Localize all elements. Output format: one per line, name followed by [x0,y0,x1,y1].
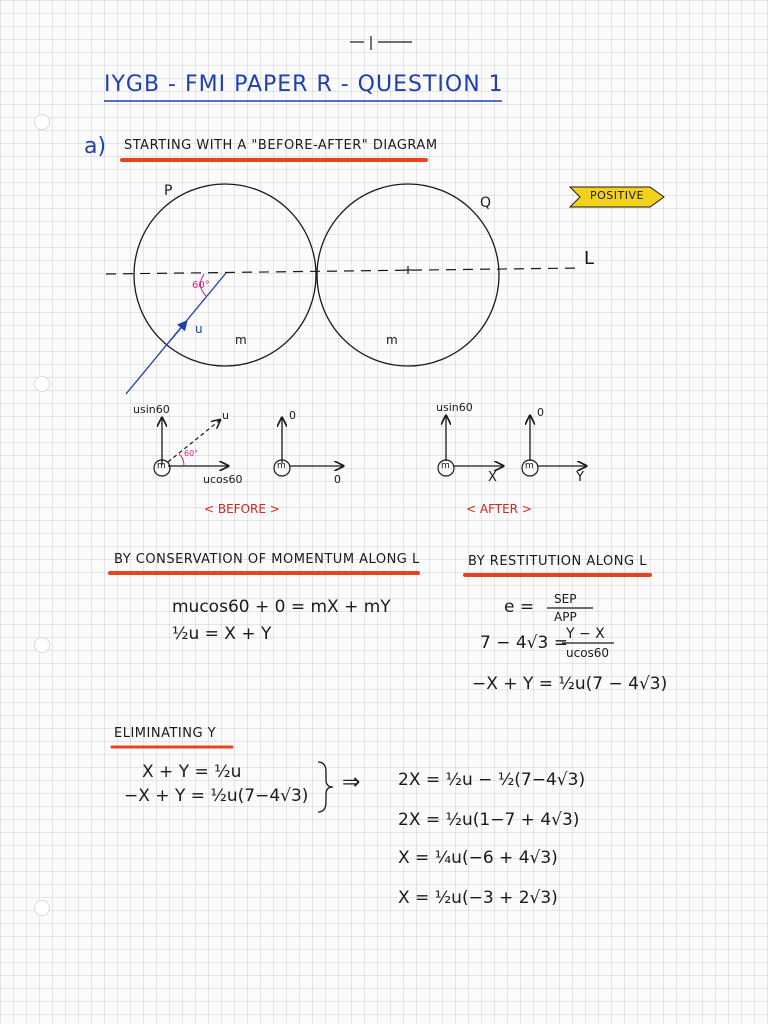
before-along-label: ucos60 [203,473,243,486]
result-line-3: X = ¼u(−6 + 4√3) [398,848,558,868]
restitution-app: APP [554,610,577,624]
eliminating-eq-2: −X + Y = ½u(7−4√3) [124,786,309,806]
sphere-q-label: Q [480,195,492,211]
diagram-heading: STARTING WITH A "BEFORE-AFTER" DIAGRAM [124,138,438,153]
sphere-q [317,184,499,366]
line-l-label: L [584,248,595,269]
momentum-heading: BY CONSERVATION OF MOMENTUM ALONG L [114,552,420,567]
before-mass-p-label: m [157,461,166,471]
line-of-centres [106,268,582,274]
after-mass-p-label: m [441,461,450,471]
momentum-line-1: mucos60 + 0 = mX + mY [172,597,391,617]
before-mass-q-label: m [277,461,286,471]
implies-symbol: ⇒ [342,770,361,795]
restitution-heading: BY RESTITUTION ALONG L [468,554,647,569]
right-brace [318,762,333,812]
angle-label: 60° [192,280,210,291]
result-line-2: 2X = ½u(1−7 + 4√3) [398,810,580,830]
momentum-line-2: ½u = X + Y [172,624,272,644]
restitution-line-3: −X + Y = ½u(7 − 4√3) [472,674,668,694]
restitution-sep: SEP [554,592,577,606]
before-resultant-label: u [222,409,229,422]
positive-tag-label: POSITIVE [590,189,644,202]
page-title: IYGB - FMI PAPER R - QUESTION 1 [104,72,504,97]
restitution-e-lhs: e = [504,597,535,617]
mass-p-label: m [235,333,247,347]
before-angle-label: 60° [184,449,199,458]
mass-q-label: m [386,333,398,347]
velocity-arrow [170,322,186,341]
before-perp-label: usin60 [133,403,170,416]
restitution-ucos60: ucos60 [566,646,610,660]
sphere-p-label: P [164,183,173,199]
eliminating-heading: ELIMINATING Y [114,726,217,741]
after-x-label: X [488,470,497,485]
before-q-up-label: 0 [289,409,296,422]
speed-label: u [195,322,203,336]
after-q-up-label: 0 [537,406,544,419]
result-line-4: X = ½u(−3 + 2√3) [398,888,558,908]
result-line-1: 2X = ½u − ½(7−4√3) [398,770,586,790]
after-perp-label: usin60 [436,401,473,414]
eliminating-eq-1: X + Y = ½u [142,762,242,782]
after-mass-q-label: m [525,461,534,471]
before-q-right-label: 0 [334,473,341,486]
restitution-y-minus-x: Y − X [566,626,605,642]
after-y-label: Y [576,470,584,485]
before-caption: < BEFORE > [204,502,280,516]
restitution-line-2-lhs: 7 − 4√3 = [480,633,568,653]
part-a-label: a) [84,134,107,159]
after-caption: < AFTER > [466,502,532,516]
